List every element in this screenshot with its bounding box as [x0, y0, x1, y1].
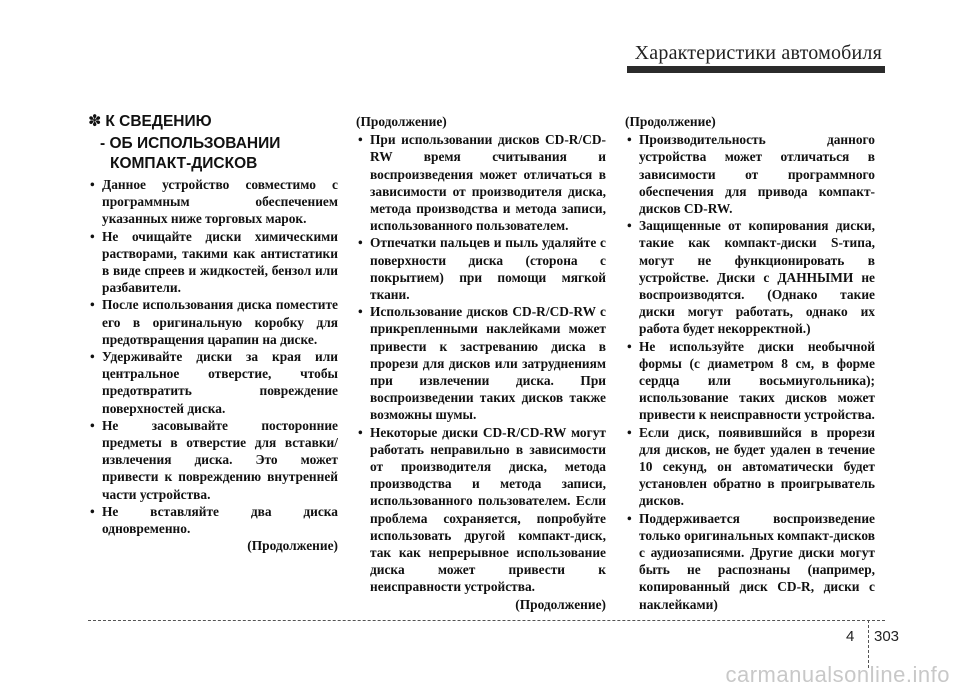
bullet-item: • Данное устройство совместимо с программным обеспечением указанных ниже торговых марок. [88, 176, 338, 228]
column-2 [356, 113, 606, 613]
bullet-item: • Производительность данного устройства может отличаться в зависимости от программного обеспечения для привода компакт-дисков CD-RW. [625, 131, 875, 217]
bullet-item: • Не вставляйте два диска одновременно. [88, 503, 338, 537]
continued-label: (Продолжение) [515, 596, 606, 612]
continued-label: (Продолжение) [247, 538, 338, 554]
section-subtitle-line2: КОМПАКТ-ДИСКОВ [110, 155, 258, 172]
page-number: 303 [874, 628, 900, 645]
footer-dashed-rule [88, 620, 885, 621]
watermark-text: carmanualsonline.info [725, 662, 950, 687]
header-rule [627, 66, 885, 73]
continued-top-label: (Продолжение) [356, 114, 447, 129]
column-3 [625, 113, 875, 613]
bullet-item: • Использование дисков CD-R/CD-RW с прикрепленными наклейками может привести к застреванию диска в прорези для дисков или затруднениям при извлечении диска. При воспроизведении таких дисков также возможны шумы. [356, 303, 606, 423]
star-icon: ✽ [88, 113, 102, 130]
bullet-item: • После использования диска поместите его в оригинальную коробку для предотвращения царапин на диске. [88, 296, 338, 348]
bullet-item: • Если диск, появившийся в прорези для дисков, не будет удален в течение 10 секунд, он автоматически будет установлен обратно в проигрыватель дисков. [625, 424, 875, 510]
bullet-item: • При использовании дисков CD-R/CD-RW время считывания и воспроизведения может отличаться в зависимости от производителя диска, метода производства и метода записи, использованного пользователем. [356, 131, 606, 234]
bullet-item: • Не очищайте диски химическими растворами, такими как антистатики в виде спреев и жидкостей, бензол или разбавители. [88, 228, 338, 297]
bullet-item: • Поддерживается воспроизведение только оригинальных компакт-дисков с аудиозаписями. Другие диски могут быть не распознаны (например, копированный диск CD-R, диски с наклейками) [625, 510, 875, 613]
bullet-item: • Не засовывайте посторонние предметы в отверстие для вставки/извлечения диска. Это может привести к повреждению внутренней части устройства. [88, 417, 338, 503]
footer-vertical-divider [868, 620, 869, 668]
section-subtitle-line1: - ОБ ИСПОЛЬЗОВАНИИ [100, 135, 281, 152]
page-header-title: Характеристики автомобиля [634, 42, 882, 64]
bullet-item: • Отпечатки пальцев и пыль удаляйте с поверхности диска (сторона с покрытием) при помощи мягкой ткани. [356, 234, 606, 303]
column-1 [88, 113, 338, 554]
continued-top-label: (Продолжение) [625, 114, 716, 129]
bullet-item: • Защищенные от копирования диски, такие как компакт-диски S-типа, могут не функционировать в устройстве. Диски с ДАННЫМИ не воспроизводятся. (Однако такие диски могут работать, однако их работа будет некорректной.) [625, 217, 875, 337]
section-title-text: К СВЕДЕНИЮ [105, 113, 212, 130]
bullet-item: • Не используйте диски необычной формы (с диаметром 8 см, в форме сердца или восьмиугольника); использование таких дисков может привести к неисправности устройства. [625, 338, 875, 424]
section-title [88, 113, 338, 131]
chapter-number: 4 [846, 628, 855, 645]
bullet-item: • Удерживайте диски за края или центральное отверстие, чтобы предотвратить повреждение поверхностей диска. [88, 348, 338, 417]
bullet-item: • Некоторые диски CD-R/CD-RW могут работать неправильно в зависимости от производителя диска, метода производства и метода записи, использованного пользователем. Если проблема сохраняется, попробуйте использовать другой компакт-диск, так как непрерывное использование диска может привести к неисправности устройства. [356, 424, 606, 596]
